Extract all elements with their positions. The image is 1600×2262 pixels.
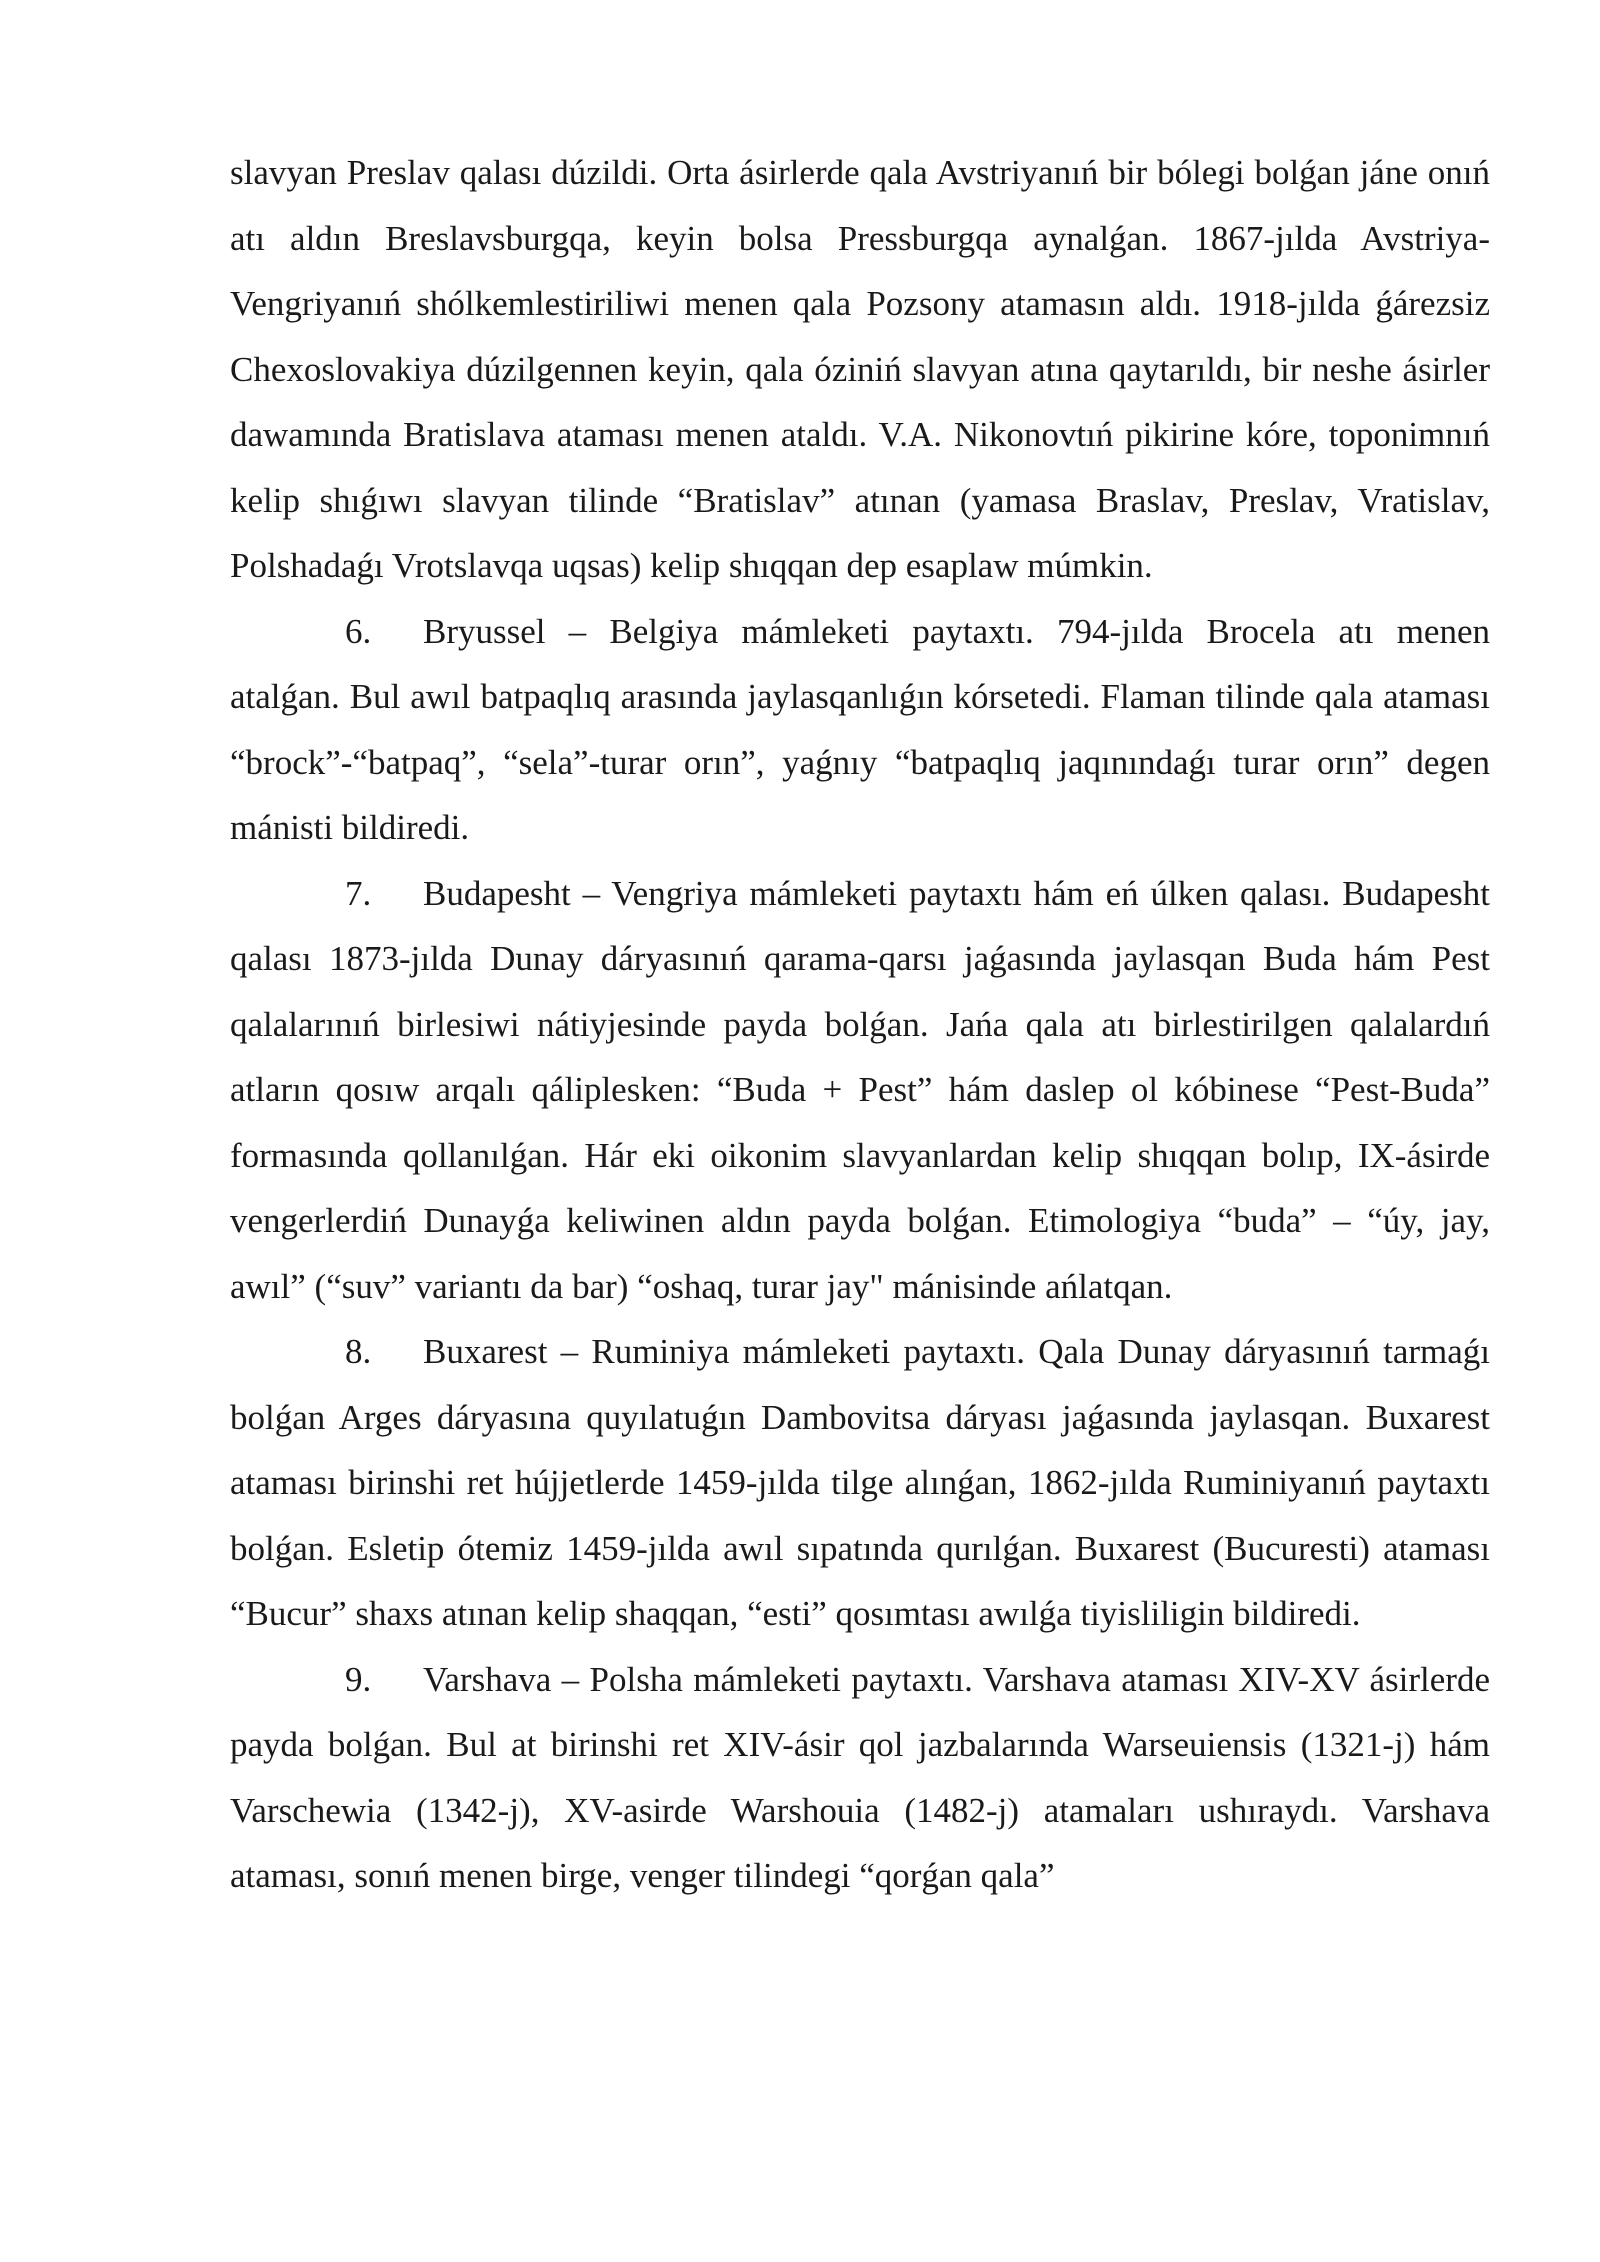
document-page — [230, 140, 1490, 1909]
list-item-number: 9. — [345, 1659, 372, 1699]
paragraph-text: Budapesht – Vengriya mámleketi paytaxtı hám eń úlken qalası. Budapesht qalası 1873-jılda Dunay dáryasınıń qarama-qarsı jaǵasında jaylasqan Buda hám Pest qalalarınıń birlesiwi nátiyjesinde payda bolǵan. Jańa qala atı birlestirilgen qalalardıń atların qosıw arqalı qáliplesken: “Buda + Pest” hám daslep ol kóbinese “Pest-Buda” formasında qollanılǵan. Hár eki oikonim slavyanlardan kelip shıqqan bolıp, IX-ásirde vengerlerdiń Dunayǵa keliwinen aldın payda bolǵan. Etimologiya “buda” – “úy, jay, awıl” (“suv” variantı da bar) “oshaq, turar jay" mánisinde ańlatqan. — [230, 873, 1490, 1306]
paragraph-continuation — [230, 140, 1490, 599]
list-item-buxarest — [230, 1319, 1490, 1647]
list-item-number: 8. — [345, 1332, 372, 1371]
paragraph-text: Buxarest – Ruminiya mámleketi paytaxtı. Qala Dunay dáryasınıń tarmaǵı bolǵan Arges dáryasına quyılatuǵın Dambovitsa dáryası jaǵasında jaylasqan. Buxarest ataması birinshi ret hújjetlerde 1459-jılda tilge alınǵan, 1862-jılda Ruminiyanıń paytaxtı bolǵan. Esletip ótemiz 1459-jılda awıl sıpatında qurılǵan. Buxarest (Bucuresti) ataması “Bucur” shaxs atınan kelip shaqqan, “esti” qosımtası awılǵa tiyisliligin bildiredi. — [230, 1332, 1490, 1633]
list-item-bryussel — [230, 599, 1490, 861]
list-item-number: 7. — [345, 873, 372, 913]
list-item-budapesht — [230, 861, 1490, 1320]
paragraph-text: Bryussel – Belgiya mámleketi paytaxtı. 794-jılda Brocela atı menen atalǵan. Bul awıl batpaqlıq arasında jaylasqanlıǵın kórsetedi. Flaman tilinde qala ataması “brock”-“batpaq”, “sela”-turar orın”, yaǵnıy “batpaqlıq jaqınındaǵı turar orın” degen mánisti bildiredi. — [230, 611, 1490, 847]
list-item-varshava — [230, 1647, 1490, 1909]
paragraph-text: slavyan Preslav qalası dúzildi. Orta ásirlerde qala Avstriyanıń bir bólegi bolǵan jáne onıń atı aldın Breslavsburgqa, keyin bolsa Pressburgqa aynalǵan. 1867-jılda Avstriya-Vengriyanıń shólkemlestiriliwi menen qala Pozsony atamasın aldı. 1918-jılda ǵárezsiz Chexoslovakiya dúzilgennen keyin, qala óziniń slavyan atına qaytarıldı, bir neshe ásirler dawamında Bratislava ataması menen ataldı. V.A. Nikonovtıń pikirine kóre, toponimnıń kelip shıǵıwı slavyan tilinde “Bratislav” atınan (yamasa Braslav, Preslav, Vratislav, Polshadaǵı Vrotslavqa uqsas) kelip shıqqan dep esaplaw múmkin. — [230, 153, 1490, 585]
list-item-number: 6. — [345, 611, 372, 651]
paragraph-text: Varshava – Polsha mámleketi paytaxtı. Varshava ataması XIV-XV ásirlerde payda bolǵan. Bul at birinshi ret XIV-ásir qol jazbalarında Warseuiensis (1321-j) hám Varschewia (1342-j), XV-asirde Warshouia (1482-j) atamaları ushıraydı. Varshava ataması, sonıń menen birge, venger tilindegi “qorǵan qala” — [230, 1659, 1490, 1895]
